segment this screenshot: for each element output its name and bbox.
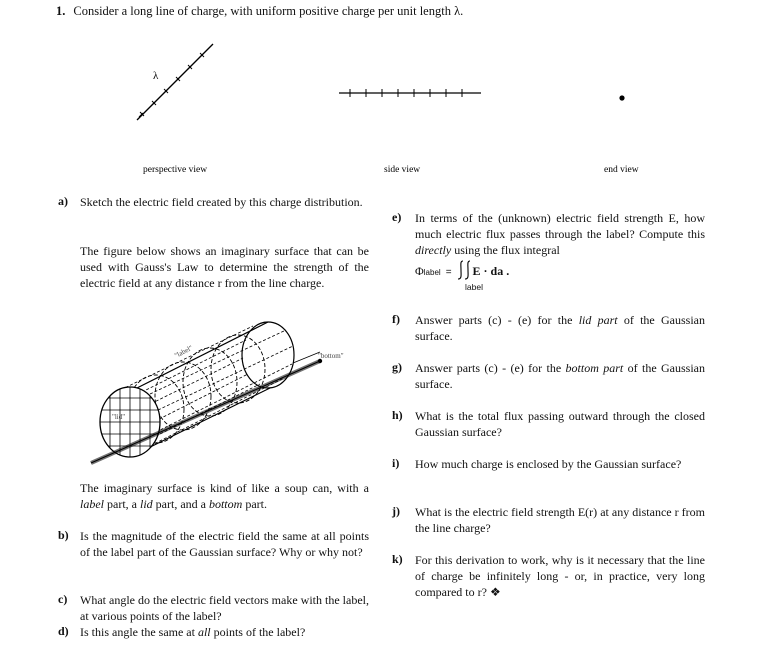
part-i-label: i) — [392, 456, 400, 470]
part-d-label: d) — [58, 624, 69, 638]
problem-intro: Consider a long line of charge, with uniform positive charge per unit length λ. — [73, 4, 464, 18]
end-mark-icon: ❖ — [489, 585, 501, 599]
part-h-label: h) — [392, 408, 403, 422]
part-k-label: k) — [392, 552, 403, 566]
caption-end: end view — [604, 165, 639, 175]
flux-integral: Φlabel = E · da . label — [415, 260, 509, 280]
part-j-label: j) — [392, 504, 400, 518]
gaussian-can-figure — [88, 318, 378, 478]
end-view-dot — [619, 95, 624, 100]
problem-number: 1. — [56, 4, 66, 18]
can-description: The imaginary surface is kind of like a soup can, with a label part, a lid part, and a bottom part. — [80, 481, 369, 511]
side-view-drawing — [339, 89, 481, 97]
part-e-label: e) — [392, 210, 402, 224]
part-f-label: f) — [392, 312, 400, 326]
part-b-text: Is the magnitude of the electric field the same at all points of the label part of the Gaussian surface? Why or why not? — [80, 529, 369, 559]
part-c-label: c) — [58, 592, 68, 606]
bottom-part-tag: "bottom" — [318, 352, 344, 360]
double-integral-sign — [457, 260, 473, 280]
part-f-text: Answer parts (c) - (e) for the lid part of the Gaussian surface. — [415, 313, 706, 343]
part-h-text: What is the total flux passing outward through the closed Gaussian surface? — [415, 409, 705, 439]
caption-side: side view — [384, 165, 421, 175]
part-b-label: b) — [58, 528, 69, 542]
part-j-text: What is the electric field strength E(r) at any distance r from the line charge? — [415, 505, 705, 535]
part-e-text: In terms of the (unknown) electric field strength E, how much electric flux passes through the label? Compute this directly using the flux integral — [415, 211, 705, 257]
part-d-text: Is this angle the same at all points of the label? — [80, 625, 306, 639]
part-g-label: g) — [392, 360, 402, 374]
part-c-text: What angle do the electric field vectors make with the label, at various points of the label? — [80, 593, 369, 623]
lid-part-tag: "lid" — [112, 413, 126, 421]
label-part-tag: "label" — [173, 343, 195, 360]
perspective-view-drawing — [137, 44, 213, 120]
caption-perspective: perspective view — [143, 165, 208, 175]
line-charge-views-figure — [0, 0, 764, 180]
part-a-text: Sketch the electric field created by this charge distribution. — [80, 195, 363, 209]
part-k-text: For this derivation to work, why is it necessary that the line of charge be infinitely long - or, in practice, very long compared to r? ❖ — [415, 553, 705, 599]
part-g-text: Answer parts (c) - (e) for the bottom part of the Gaussian surface. — [415, 361, 706, 391]
gauss-intro-text: The figure below shows an imaginary surface that can be used with Gauss's Law to determine the strength of the electric field at any distance r from the line charge. — [80, 244, 369, 290]
part-i-text: How much charge is enclosed by the Gaussian surface? — [415, 457, 682, 471]
lambda-label: λ — [153, 70, 159, 82]
part-a-label: a) — [58, 194, 68, 208]
